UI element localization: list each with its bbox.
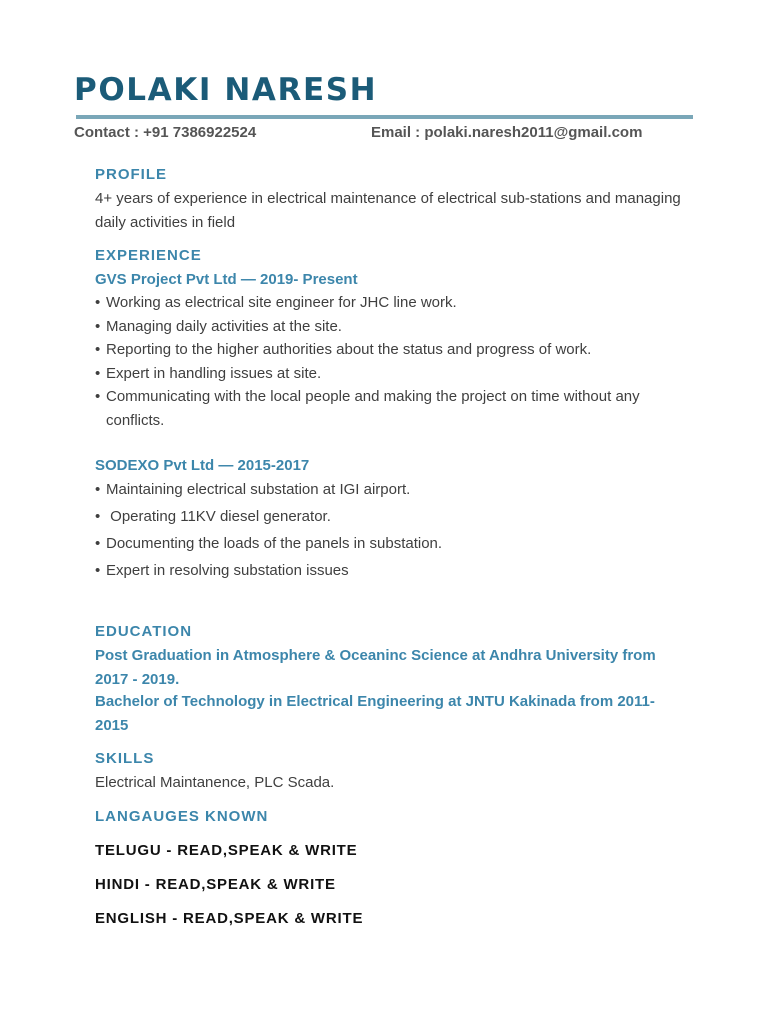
header-divider: [76, 115, 693, 119]
education-item-btech: Bachelor of Technology in Electrical Engineering at JNTU Kakinada from 2011-2015: [95, 693, 655, 734]
language-hindi: HINDI - READ,SPEAK & WRITE: [95, 876, 336, 893]
language-english: ENGLISH - READ,SPEAK & WRITE: [95, 910, 364, 927]
list-item: • Working as electrical site engineer for JHC line work.: [95, 291, 685, 315]
education-heading: EDUCATION: [95, 623, 193, 640]
list-item: • Communicating with the local people and making the project on time without any conflicts.: [95, 385, 685, 432]
list-item: • Managing daily activities at the site.: [95, 315, 685, 339]
language-telugu: TELUGU - READ,SPEAK & WRITE: [95, 842, 358, 859]
profile-text: 4+ years of experience in electrical maintenance of electrical sub-stations and managing daily activities in field: [95, 190, 681, 231]
job-title-gvs: GVS Project Pvt Ltd — 2019- Present: [95, 271, 358, 288]
list-item: • Documenting the loads of the panels in substation.: [95, 532, 685, 556]
list-item: • Reporting to the higher authorities about the status and progress of work.: [95, 338, 685, 362]
experience-heading: EXPERIENCE: [95, 247, 202, 264]
list-item: • Expert in resolving substation issues: [95, 559, 685, 583]
education-item-pg: Post Graduation in Atmosphere & Oceaninc Science at Andhra University from 2017 - 2019.: [95, 647, 656, 688]
list-item: • Maintaining electrical substation at IGI airport.: [95, 478, 685, 502]
contact-email: Email : polaki.naresh2011@gmail.com: [371, 124, 643, 141]
list-item: • Expert in handling issues at site.: [95, 362, 685, 386]
languages-heading: LANGAUGES KNOWN: [95, 808, 269, 825]
profile-heading: PROFILE: [95, 166, 168, 183]
candidate-name: POLAKI NARESH: [74, 72, 378, 108]
skills-heading: SKILLS: [95, 750, 155, 767]
job-title-sodexo: SODEXO Pvt Ltd — 2015-2017: [95, 457, 310, 474]
list-item: • Operating 11KV diesel generator.: [95, 505, 685, 529]
skills-text: Electrical Maintanence, PLC Scada.: [95, 774, 335, 791]
job-bullets-sodexo: [95, 478, 685, 583]
job-bullets-gvs: [95, 291, 685, 432]
contact-phone: Contact : +91 7386922524: [74, 124, 257, 141]
